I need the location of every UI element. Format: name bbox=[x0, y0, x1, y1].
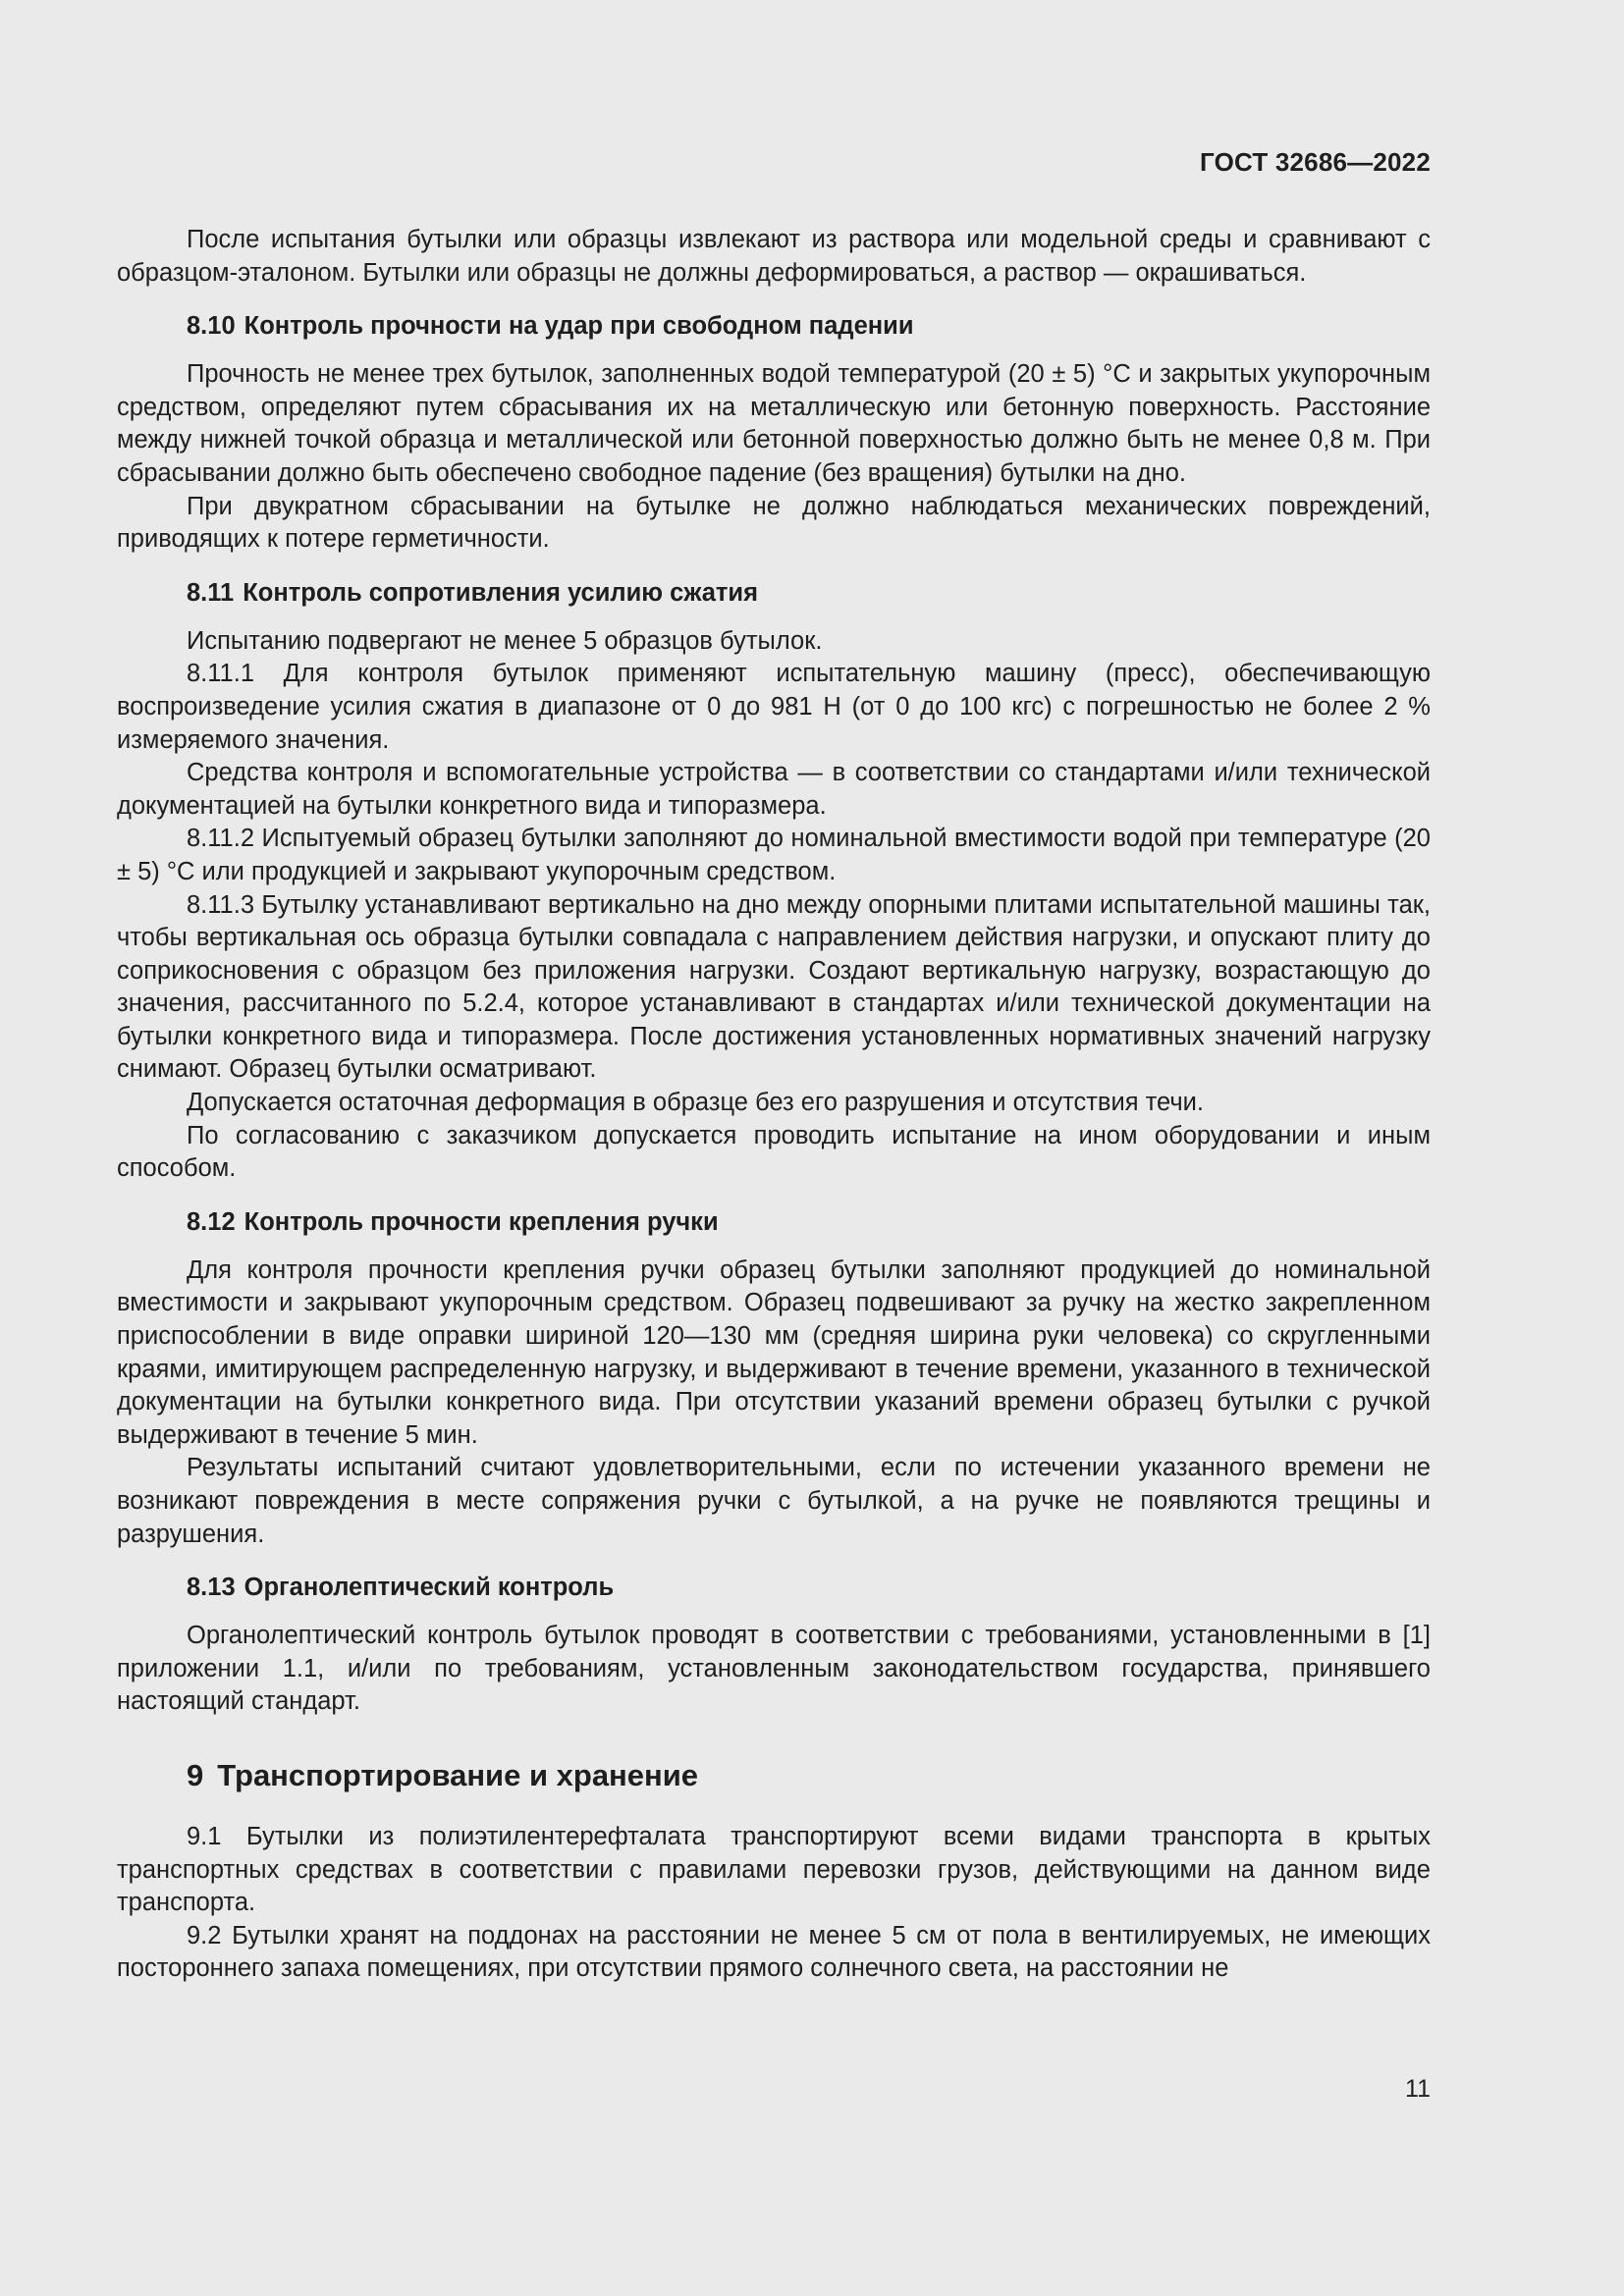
document-page bbox=[117, 0, 1431, 2296]
paragraph: Испытанию подвергают не менее 5 образцов бутылок. bbox=[187, 626, 823, 655]
document-header: ГОСТ 32686—2022 bbox=[1200, 147, 1431, 177]
paragraph: После испытания бутылки или образцы извлекают из раствора или модельной среды и сравнивают с образцом-эталоном. Бутылки или образцы не должны деформироваться, а раствор — окрашиваться. bbox=[117, 226, 1431, 287]
paragraph: Результаты испытаний считают удовлетворительными, если по истечении указанного времени не возникают повреждения в месте сопряжения ручки с бутылкой, а на ручке не появляются трещины и разрушения. bbox=[117, 1454, 1431, 1548]
subsection-heading bbox=[117, 576, 1431, 610]
heading-number: 8.12 bbox=[187, 1207, 236, 1236]
subsection-heading bbox=[117, 1571, 1431, 1604]
paragraph: 8.11.2 Испытуемый образец бутылки заполняют до номинальной вместимости водой при температуре (20 ± 5) °C или продукцией и закрывают укупорочным средством. bbox=[117, 825, 1431, 885]
paragraph: При двукратном сбрасывании на бутылке не должно наблюдаться механических повреждений, приводящих к потере герметичности. bbox=[117, 492, 1431, 554]
page-number: 11 bbox=[1405, 2075, 1431, 2103]
subsection-heading bbox=[117, 309, 1431, 343]
heading-number: 8.13 bbox=[187, 1574, 236, 1602]
paragraph: 8.11.3 Бутылку устанавливают вертикально на дно между опорными плитами испытательной машины так, чтобы вертикальная ось образца бутылки совпадала с направлением действия нагрузки, и опускают плиту до соприкосновения с образцом без приложения нагрузки. Создают вертикальную нагрузку, возрастающую до значения, рассчитанного по 5.2.4, которое устанавливают в стандартах и/или технической документации на бутылки конкретного вида и типоразмера. После достижения установленных нормативных значений нагрузку снимают. Образец бутылки осматривают. bbox=[117, 890, 1431, 1084]
heading-text: Контроль прочности крепления ручки bbox=[244, 1207, 719, 1236]
paragraph: Органолептический контроль бутылок проводят в соответствии с требованиями, установленными в [1] приложении 1.1, и/или по требованиям, установленным законодательством государства, принявшего настоящий стандарт. bbox=[117, 1622, 1431, 1716]
paragraph: 9.2 Бутылки хранят на поддонах на расстоянии не менее 5 см от пола в вентилируемых, не имеющих постороннего запаха помещениях, при отсутствии прямого солнечного света, на расстоянии не bbox=[117, 1921, 1431, 1983]
paragraph: 9.1 Бутылки из полиэтилентерефталата транспортируют всеми видами транспорта в крытых транспортных средствах в соответствии с правилами перевозки грузов, действующими на данном виде транспорта. bbox=[117, 1822, 1431, 1917]
heading-number: 8.10 bbox=[187, 312, 236, 341]
document-body bbox=[117, 224, 1431, 1986]
paragraph: 8.11.1 Для контроля бутылок применяют испытательную машину (пресс), обеспечивающую воспроизведение усилия сжатия в диапазоне от 0 до 981 Н (от 0 до 100 кгс) с погрешностью не более 2 % измеряемого значения. bbox=[117, 660, 1431, 754]
section-heading bbox=[117, 1756, 1431, 1795]
heading-text: Органолептический контроль bbox=[244, 1574, 615, 1602]
paragraph: Прочность не менее трех бутылок, заполненных водой температурой (20 ± 5) °C и закрытых укупорочным средством, определяют путем сбрасывания их на металлическую или бетонную поверхность. Расстояние между нижней точкой образца и металлической или бетонной поверхностью должно быть не менее 0,8 м. При сбрасывании должно быть обеспечено свободное падение (без вращения) бутылки на дно. bbox=[117, 360, 1431, 487]
heading-number: 8.11 bbox=[187, 578, 235, 607]
subsection-heading bbox=[117, 1205, 1431, 1239]
heading-number: 9 bbox=[187, 1757, 204, 1792]
paragraph: Допускается остаточная деформация в образце без его разрушения и отсутствия течи. bbox=[187, 1089, 1204, 1117]
paragraph: Для контроля прочности крепления ручки образец бутылки заполняют продукцией до номинальной вместимости и закрывают укупорочным средством. Образец подвешивают за ручку на жестко закрепленном приспособлении в виде оправки шириной 120—130 мм (средняя ширина руки человека) со скругленными краями, имитирующем распределенную нагрузку, и выдерживают в течение времени, указанного в технической документации на бутылки конкретного вида. При отсутствии указаний времени образец бутылки с ручкой выдерживают в течение 5 мин. bbox=[117, 1255, 1431, 1449]
heading-text: Контроль сопротивления усилию сжатия bbox=[243, 578, 758, 607]
paragraph: По согласованию с заказчиком допускается проводить испытание на ином оборудовании и иным способом. bbox=[117, 1121, 1431, 1183]
heading-text: Транспортирование и хранение bbox=[217, 1757, 699, 1792]
paragraph: Средства контроля и вспомогательные устройства — в соответствии со стандартами и/или технической документацией на бутылки конкретного вида и типоразмера. bbox=[117, 759, 1431, 820]
heading-text: Контроль прочности на удар при свободном падении bbox=[244, 312, 914, 341]
